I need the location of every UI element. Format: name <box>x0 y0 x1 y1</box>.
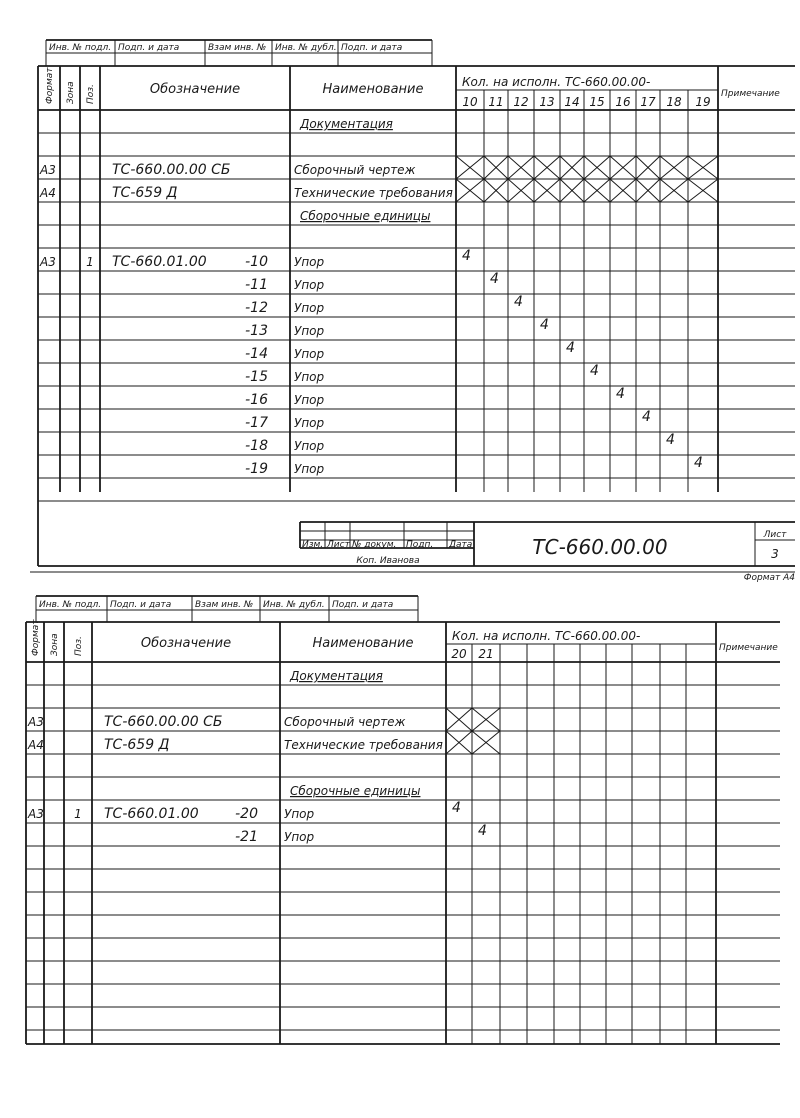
cell-variant: -12 <box>245 300 268 316</box>
exec-column-number: 20 <box>451 647 467 661</box>
cell-format: A4 <box>28 738 44 752</box>
stamp-label: Взам инв. № <box>208 43 267 53</box>
cell-quantity: 4 <box>666 432 675 448</box>
exec-column-number: 10 <box>462 95 478 109</box>
document-number: ТС-660.00.00 <box>532 535 668 559</box>
table-row <box>39 179 718 202</box>
table-row <box>245 386 625 408</box>
table-row <box>27 731 500 754</box>
table-row <box>235 823 487 845</box>
cell-variant: -13 <box>245 323 268 339</box>
cell-quantity: 4 <box>478 823 487 839</box>
title-label: № докум. <box>352 540 397 550</box>
cell-format: A3 <box>40 255 56 269</box>
title-label: Лист <box>327 540 350 550</box>
cell-quantity: 4 <box>490 271 499 287</box>
stamp-label: Подп. и дата <box>341 43 403 53</box>
stamp-label: Подп. и дата <box>332 600 394 610</box>
cell-quantity: 4 <box>462 248 471 264</box>
exec-column-number: 16 <box>615 95 631 109</box>
cell-name: Упор <box>294 393 325 407</box>
cell-variant: -17 <box>245 415 268 431</box>
sheet-number: 3 <box>771 547 779 561</box>
header-note: Примечание <box>721 89 780 99</box>
section-heading: Документация <box>300 117 393 131</box>
cell-quantity: 4 <box>642 409 651 425</box>
table-row <box>245 363 599 385</box>
header-format: Формат <box>31 619 41 656</box>
stamp-label: Инв. № подл. <box>49 43 112 53</box>
cell-variant: -20 <box>235 806 258 822</box>
cell-variant: -10 <box>245 254 268 270</box>
copied-by: Коп. Иванова <box>356 556 420 566</box>
cell-designation: ТС-659 Д <box>104 737 170 753</box>
table-row <box>245 340 575 362</box>
header-name: Наименование <box>322 82 424 97</box>
exec-column-number: 17 <box>640 95 656 109</box>
header-name: Наименование <box>312 636 414 651</box>
cell-variant: -16 <box>245 392 268 408</box>
exec-column-number: 21 <box>478 647 494 661</box>
cell-name: Упор <box>294 301 325 315</box>
exec-column-number: 12 <box>513 95 529 109</box>
cell-name: Упор <box>294 462 325 476</box>
cell-name: Упор <box>294 255 325 269</box>
cell-format: A3 <box>40 163 56 177</box>
title-label: Подп. <box>406 540 434 550</box>
cell-designation: ТС-660.01.00 <box>112 254 207 270</box>
table-row <box>290 784 420 798</box>
cell-name: Технические требования <box>284 738 443 752</box>
cell-name: Сборочный чертеж <box>284 715 406 729</box>
cell-name: Упор <box>294 416 325 430</box>
table-row <box>245 271 499 293</box>
exec-column-number: 13 <box>539 95 555 109</box>
cell-designation: ТС-659 Д <box>112 185 178 201</box>
format-label: Формат А4 <box>743 573 795 583</box>
cell-name: Сборочный чертеж <box>294 163 416 177</box>
header-format: Формат <box>45 67 55 104</box>
cell-name: Технические требования <box>294 186 453 200</box>
cell-quantity: 4 <box>540 317 549 333</box>
sheet-1 <box>38 40 795 566</box>
cell-name: Упор <box>294 439 325 453</box>
sheet-label: Лист <box>763 530 787 540</box>
cell-quantity: 4 <box>452 800 461 816</box>
cell-name: Упор <box>284 830 315 844</box>
cell-designation: ТС-660.00.00 СБ <box>104 714 223 730</box>
cell-quantity: 4 <box>694 455 703 471</box>
table-row <box>245 409 651 431</box>
header-designation: Обозначение <box>140 636 232 651</box>
stamp-label: Подп. и дата <box>118 43 180 53</box>
cell-name: Упор <box>294 347 325 361</box>
table-row <box>299 117 393 131</box>
cell-name: Упор <box>294 278 325 292</box>
table-row <box>245 455 703 477</box>
cell-designation: ТС-660.01.00 <box>104 806 199 822</box>
table-row <box>39 156 718 179</box>
exec-column-number: 11 <box>488 95 504 109</box>
header-zone: Зона <box>50 633 60 656</box>
cell-quantity: 4 <box>514 294 523 310</box>
table-row <box>300 209 430 223</box>
cell-quantity: 4 <box>616 386 625 402</box>
cell-designation: ТС-660.00.00 СБ <box>112 162 231 178</box>
table-row <box>289 669 383 683</box>
cell-quantity: 4 <box>566 340 575 356</box>
stamp-label: Инв. № дубл. <box>275 43 337 53</box>
cell-quantity: 4 <box>590 363 599 379</box>
header-zone: Зона <box>66 81 76 104</box>
exec-column-number: 14 <box>564 95 580 109</box>
title-label: Дата <box>449 540 473 550</box>
cell-variant: -19 <box>245 461 268 477</box>
cell-format: A3 <box>28 807 44 821</box>
table-row <box>39 248 471 270</box>
section-heading: Документация <box>290 669 383 683</box>
cell-variant: -21 <box>235 829 258 845</box>
cell-name: Упор <box>294 324 325 338</box>
cell-format: A3 <box>28 715 44 729</box>
table-row <box>245 294 523 316</box>
cell-position: 1 <box>86 255 94 269</box>
exec-column-number: 18 <box>666 95 682 109</box>
stamp-label: Подп. и дата <box>110 600 172 610</box>
table-row <box>27 708 500 731</box>
title-block <box>30 522 795 583</box>
cell-position: 1 <box>74 807 82 821</box>
cell-variant: -18 <box>245 438 268 454</box>
exec-column-number: 19 <box>695 95 711 109</box>
header-designation: Обозначение <box>149 82 241 97</box>
header-pos: Поз. <box>74 636 84 656</box>
cell-name: Упор <box>284 807 315 821</box>
section-heading: Сборочные единицы <box>300 209 431 223</box>
cell-name: Упор <box>294 370 325 384</box>
stamp-label: Взам инв. № <box>195 600 254 610</box>
cell-variant: -14 <box>245 346 268 362</box>
stamp-label: Инв. № дубл. <box>263 600 325 610</box>
header-quantity: Кол. на исполн. ТС-660.00.00- <box>462 75 651 89</box>
header-note: Примечание <box>719 643 778 653</box>
stamp-label: Инв. № подл. <box>39 600 102 610</box>
cell-format: A4 <box>40 186 56 200</box>
cell-variant: -11 <box>245 277 268 293</box>
exec-column-number: 15 <box>589 95 605 109</box>
header-quantity: Кол. на исполн. ТС-660.00.00- <box>452 629 641 643</box>
sheet-2 <box>26 596 780 1044</box>
header-pos: Поз. <box>86 84 96 104</box>
section-heading: Сборочные единицы <box>290 784 421 798</box>
title-label: Изм. <box>302 540 324 550</box>
cell-variant: -15 <box>245 369 268 385</box>
